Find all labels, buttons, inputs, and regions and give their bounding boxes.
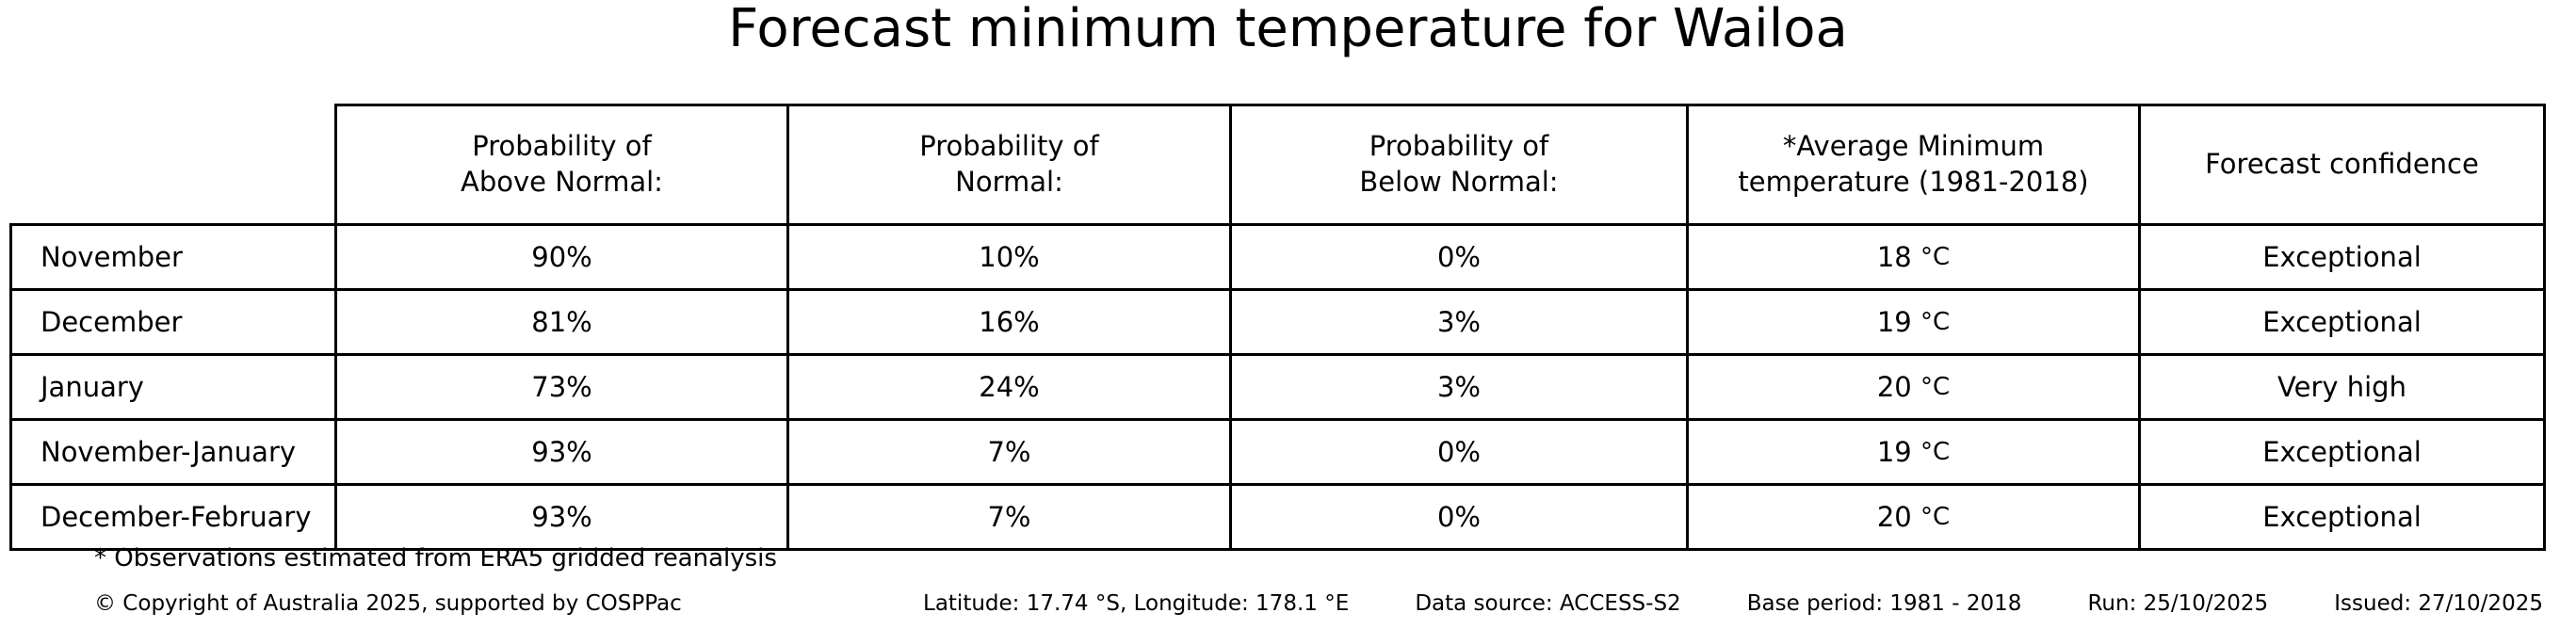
cell-average-min-temp [1688,290,2140,355]
cell-forecast-confidence: Exceptional [2140,225,2545,290]
cell-forecast-confidence: Very high [2140,355,2545,420]
cell-below-normal: 3% [1231,355,1688,420]
cell-period: November [11,225,336,290]
cell-forecast-confidence: Exceptional [2140,485,2545,550]
header-line-1: Probability of [919,130,1099,162]
header-cell-normal [788,105,1231,225]
issued-date-text: Issued: 27/10/2025 [2334,591,2543,616]
cell-below-normal: 0% [1231,225,1688,290]
header-line-1: *Average Minimum [1782,130,2045,162]
cell-below-normal: 0% [1231,485,1688,550]
forecast-table [9,104,2546,551]
header-cell-below-normal [1231,105,1688,225]
temp-value: 18 [1876,241,1912,273]
cell-period: January [11,355,336,420]
table-row [11,485,2545,550]
data-source-text: Data source: ACCESS-S2 [1415,591,1681,616]
footer [0,591,2576,629]
table-row [11,290,2545,355]
cell-period: December [11,290,336,355]
header-cell-above-normal [336,105,788,225]
base-period-text: Base period: 1981 - 2018 [1746,591,2022,616]
header-cell-forecast-confidence [2140,105,2545,225]
temp-value: 19 [1876,436,1912,468]
cell-below-normal: 0% [1231,420,1688,485]
header-cell-average-min-temp [1688,105,2140,225]
cell-below-normal: 3% [1231,290,1688,355]
header-line-2: Above Normal: [461,166,663,198]
table-row [11,355,2545,420]
cell-normal: 7% [788,485,1231,550]
temp-value: 19 [1876,306,1912,338]
cell-normal: 24% [788,355,1231,420]
cell-average-min-temp [1688,355,2140,420]
cell-above-normal: 81% [336,290,788,355]
cell-period: November-January [11,420,336,485]
header-line-2: temperature (1981-2018) [1738,166,2089,198]
temp-unit: °C [1920,243,1951,271]
table-header-row [11,105,2545,225]
header-line-2: Below Normal: [1359,166,1559,198]
temp-value: 20 [1876,501,1912,533]
footer-metadata [923,591,2543,616]
temp-unit: °C [1920,373,1951,401]
temp-unit: °C [1920,438,1951,466]
table-row [11,225,2545,290]
header-line-2: Normal: [955,166,1063,198]
page-title: Forecast minimum temperature for Wailoa [728,0,1848,59]
forecast-table-container [9,104,2543,551]
cell-average-min-temp [1688,225,2140,290]
cell-average-min-temp [1688,485,2140,550]
cell-above-normal: 73% [336,355,788,420]
temp-unit: °C [1920,503,1951,531]
header-line-1: Forecast confidence [2205,148,2479,180]
cell-average-min-temp [1688,420,2140,485]
table-row [11,420,2545,485]
cell-forecast-confidence: Exceptional [2140,420,2545,485]
cell-period: December-February [11,485,336,550]
copyright-text: © Copyright of Australia 2025, supported by COSPPac [94,591,682,616]
header-line-1: Probability of [1369,130,1549,162]
header-cell-period [11,105,336,225]
cell-above-normal: 90% [336,225,788,290]
cell-normal: 16% [788,290,1231,355]
header-line-1: Probability of [472,130,652,162]
footnote: * Observations estimated from ERA5 gridded reanalysis [94,544,777,573]
temp-unit: °C [1920,308,1951,336]
cell-normal: 10% [788,225,1231,290]
temp-value: 20 [1876,371,1912,403]
cell-normal: 7% [788,420,1231,485]
run-date-text: Run: 25/10/2025 [2087,591,2269,616]
cell-above-normal: 93% [336,420,788,485]
cell-above-normal: 93% [336,485,788,550]
cell-forecast-confidence: Exceptional [2140,290,2545,355]
coordinates-text: Latitude: 17.74 °S, Longitude: 178.1 °E [923,591,1350,616]
